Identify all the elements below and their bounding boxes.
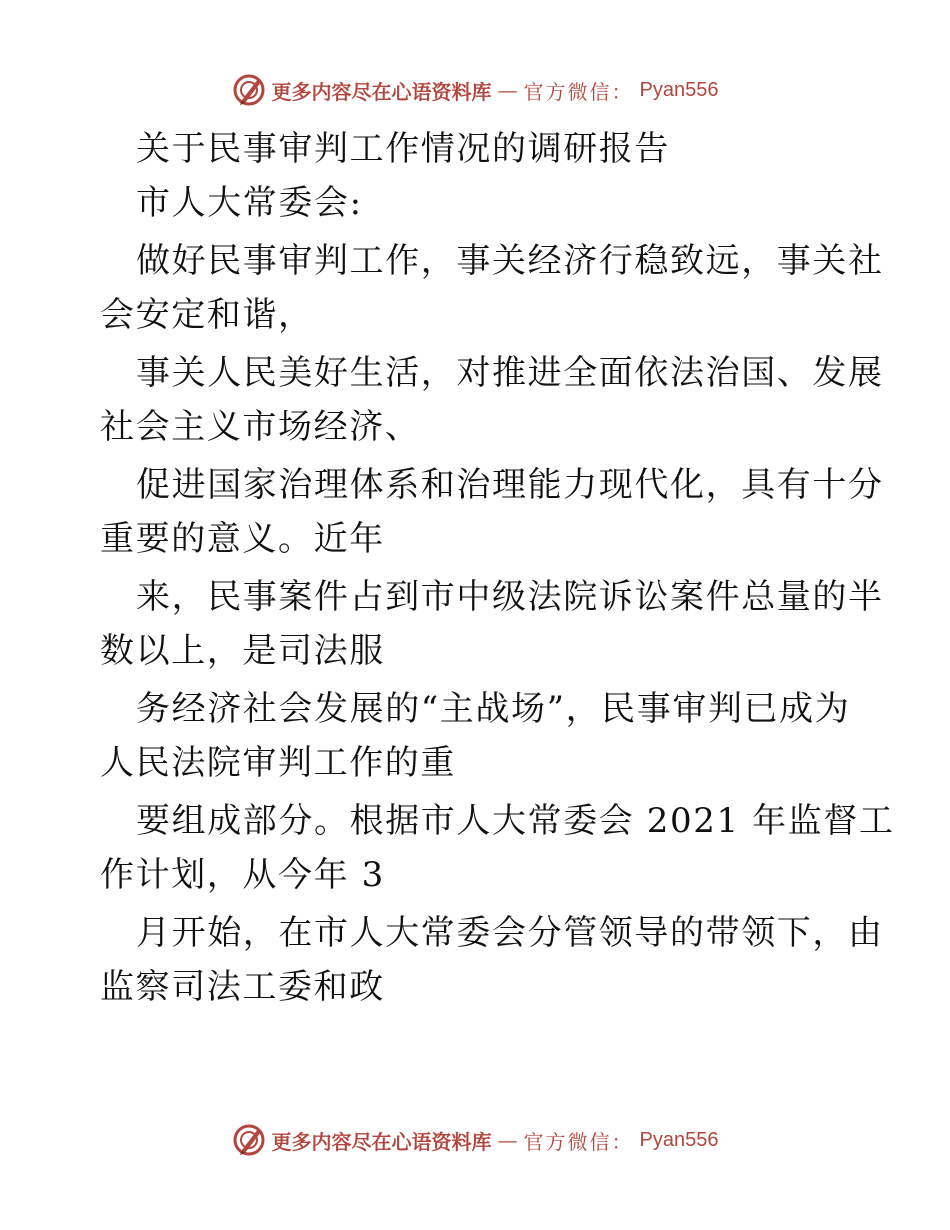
body-line: 月开始，在市人大常委会分管领导的带领下，由 — [136, 913, 884, 953]
footer-watermark — [0, 1120, 950, 1160]
watermark-official-label: 官方微信： — [523, 79, 634, 104]
body-line: 会安定和谐， — [100, 295, 314, 335]
watermark-wechat-id: Pyan556 — [639, 1128, 719, 1151]
body-line: 人民法院审判工作的重 — [100, 743, 456, 783]
body-line: 社会主义市场经济、 — [100, 407, 421, 447]
watermark-separator: — — [497, 78, 518, 102]
watermark-brand: 更多内容尽在心语资料库 — [271, 79, 492, 104]
body-line: 数以上，是司法服 — [100, 631, 385, 671]
document-body — [100, 122, 895, 1014]
body-line: 务经济社会发展的“主战场”，民事审判已成为 — [136, 689, 851, 729]
body-line: 来，民事案件占到市中级法院诉讼案件总量的半 — [136, 577, 884, 617]
watermark-wechat-id: Pyan556 — [639, 78, 719, 101]
pen-logo-icon — [232, 1123, 266, 1157]
pen-logo-icon — [232, 73, 266, 107]
watermark-separator: — — [497, 1128, 518, 1152]
salutation: 市人大常委会: — [136, 183, 363, 223]
body-line: 作计划，从今年 3 — [100, 855, 385, 895]
body-line: 监察司法工委和政 — [100, 967, 385, 1007]
body-line: 做好民事审判工作，事关经济行稳致远，事关社 — [136, 241, 884, 281]
watermark-official-label: 官方微信： — [523, 1129, 634, 1154]
body-line: 促进国家治理体系和治理能力现代化，具有十分 — [136, 465, 884, 505]
header-watermark — [0, 70, 950, 110]
document-title: 关于民事审判工作情况的调研报告 — [136, 129, 670, 169]
body-line: 事关人民美好生活，对推进全面依法治国、发展 — [136, 353, 884, 393]
watermark-brand: 更多内容尽在心语资料库 — [271, 1129, 492, 1154]
body-line: 要组成部分。根据市人大常委会 2021 年监督工 — [136, 801, 895, 841]
body-line: 重要的意义。近年 — [100, 519, 385, 559]
